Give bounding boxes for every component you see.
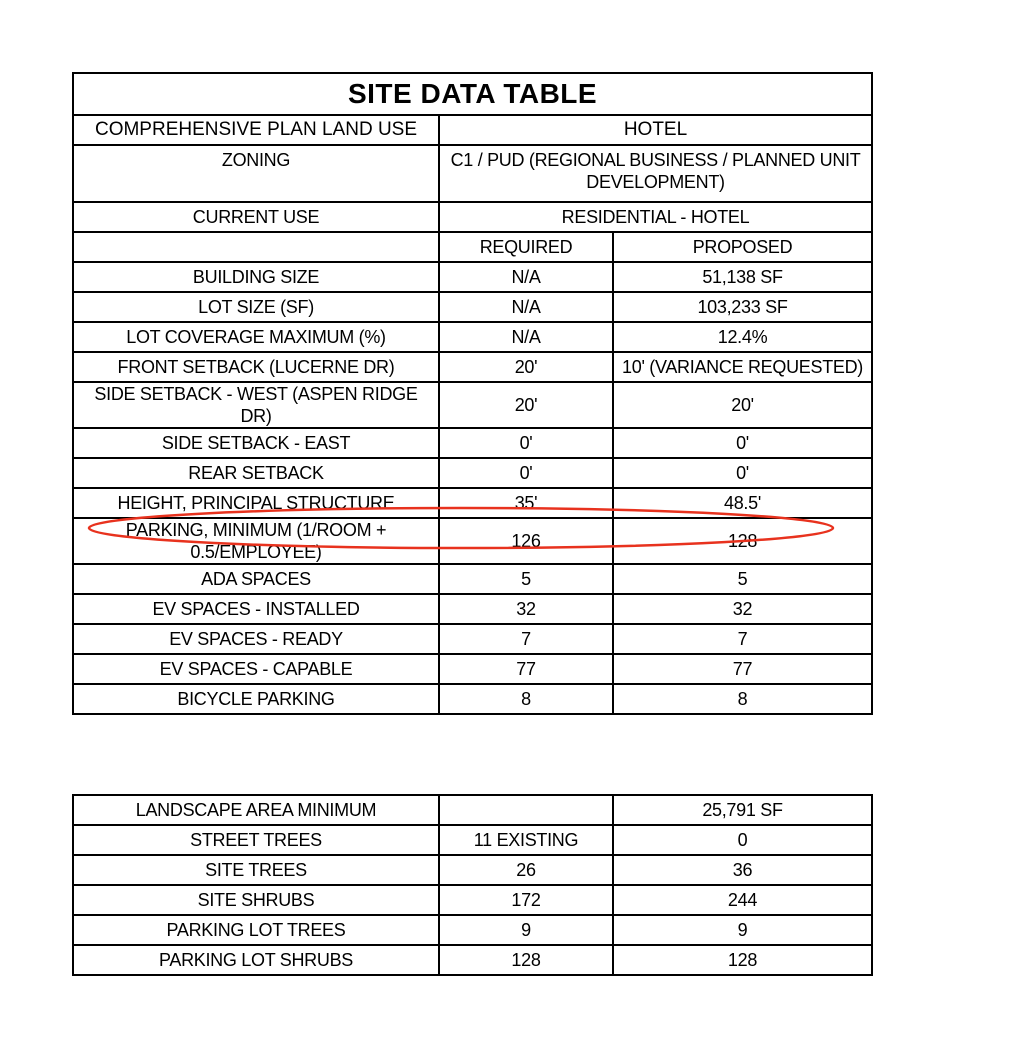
- required-header: REQUIRED: [439, 232, 613, 262]
- table-row: [73, 825, 872, 855]
- proposed-value: 20': [613, 382, 872, 428]
- proposed-value: 0': [613, 458, 872, 488]
- table-row: [73, 624, 872, 654]
- row-label: SITE SHRUBS: [73, 885, 439, 915]
- table-row: [73, 564, 872, 594]
- table-row: [73, 795, 872, 825]
- row-label: SIDE SETBACK - WEST (ASPEN RIDGE DR): [73, 382, 439, 428]
- required-value: 26: [439, 855, 613, 885]
- current-use-value: RESIDENTIAL - HOTEL: [439, 202, 872, 232]
- row-label: PARKING LOT SHRUBS: [73, 945, 439, 975]
- required-value: 7: [439, 624, 613, 654]
- table-row: [73, 885, 872, 915]
- proposed-value: 128: [613, 518, 872, 564]
- proposed-value: 8: [613, 684, 872, 714]
- proposed-value: 128: [613, 945, 872, 975]
- table-title: SITE DATA TABLE: [73, 73, 872, 115]
- table-row: [73, 428, 872, 458]
- proposed-value: 51,138 SF: [613, 262, 872, 292]
- row-label: EV SPACES - INSTALLED: [73, 594, 439, 624]
- table-row: [73, 292, 872, 322]
- required-value: 20': [439, 352, 613, 382]
- row-label: HEIGHT, PRINCIPAL STRUCTURE: [73, 488, 439, 518]
- required-value: 11 EXISTING: [439, 825, 613, 855]
- required-value: 0': [439, 428, 613, 458]
- proposed-value: 0': [613, 428, 872, 458]
- required-value: 77: [439, 654, 613, 684]
- required-value: 8: [439, 684, 613, 714]
- required-value: 5: [439, 564, 613, 594]
- proposed-value: 25,791 SF: [613, 795, 872, 825]
- zoning-label: ZONING: [73, 145, 439, 202]
- proposed-value: 5: [613, 564, 872, 594]
- land-use-label: COMPREHENSIVE PLAN LAND USE: [73, 115, 439, 145]
- required-value: N/A: [439, 292, 613, 322]
- proposed-value: 244: [613, 885, 872, 915]
- table-row: [73, 352, 872, 382]
- table-row: [73, 518, 872, 564]
- table-row: [73, 945, 872, 975]
- current-use-label: CURRENT USE: [73, 202, 439, 232]
- required-value: 32: [439, 594, 613, 624]
- row-label: BUILDING SIZE: [73, 262, 439, 292]
- row-label: SITE TREES: [73, 855, 439, 885]
- required-value: 128: [439, 945, 613, 975]
- required-value: N/A: [439, 262, 613, 292]
- proposed-value: 10' (VARIANCE REQUESTED): [613, 352, 872, 382]
- table-row: [73, 915, 872, 945]
- zoning-value: C1 / PUD (REGIONAL BUSINESS / PLANNED UNIT DEVELOPMENT): [439, 145, 872, 202]
- required-value: [439, 795, 613, 825]
- required-value: 126: [439, 518, 613, 564]
- proposed-value: 9: [613, 915, 872, 945]
- required-value: 0': [439, 458, 613, 488]
- table-row: [73, 262, 872, 292]
- table-row: [73, 594, 872, 624]
- proposed-value: 77: [613, 654, 872, 684]
- required-value: 9: [439, 915, 613, 945]
- row-label: FRONT SETBACK (LUCERNE DR): [73, 352, 439, 382]
- table-row: [73, 684, 872, 714]
- proposed-value: 48.5': [613, 488, 872, 518]
- required-value: 172: [439, 885, 613, 915]
- landscape-table: [72, 794, 873, 976]
- proposed-value: 32: [613, 594, 872, 624]
- table-row: [73, 458, 872, 488]
- proposed-value: 0: [613, 825, 872, 855]
- row-label: STREET TREES: [73, 825, 439, 855]
- row-label: PARKING LOT TREES: [73, 915, 439, 945]
- proposed-value: 103,233 SF: [613, 292, 872, 322]
- table-row: [73, 855, 872, 885]
- row-label: ADA SPACES: [73, 564, 439, 594]
- required-value: 35': [439, 488, 613, 518]
- table-row: [73, 382, 872, 428]
- row-label: EV SPACES - READY: [73, 624, 439, 654]
- row-label: SIDE SETBACK - EAST: [73, 428, 439, 458]
- row-label: REAR SETBACK: [73, 458, 439, 488]
- row-label: LOT SIZE (SF): [73, 292, 439, 322]
- table-row: [73, 488, 872, 518]
- site-data-table: [72, 72, 873, 715]
- required-value: N/A: [439, 322, 613, 352]
- proposed-header: PROPOSED: [613, 232, 872, 262]
- row-label: LOT COVERAGE MAXIMUM (%): [73, 322, 439, 352]
- land-use-value: HOTEL: [439, 115, 872, 145]
- row-label: PARKING, MINIMUM (1/ROOM + 0.5/EMPLOYEE): [73, 518, 439, 564]
- row-label: EV SPACES - CAPABLE: [73, 654, 439, 684]
- row-label: LANDSCAPE AREA MINIMUM: [73, 795, 439, 825]
- header-blank-cell: [73, 232, 439, 262]
- proposed-value: 7: [613, 624, 872, 654]
- required-value: 20': [439, 382, 613, 428]
- table-row: [73, 654, 872, 684]
- proposed-value: 36: [613, 855, 872, 885]
- table-row: [73, 322, 872, 352]
- row-label: BICYCLE PARKING: [73, 684, 439, 714]
- proposed-value: 12.4%: [613, 322, 872, 352]
